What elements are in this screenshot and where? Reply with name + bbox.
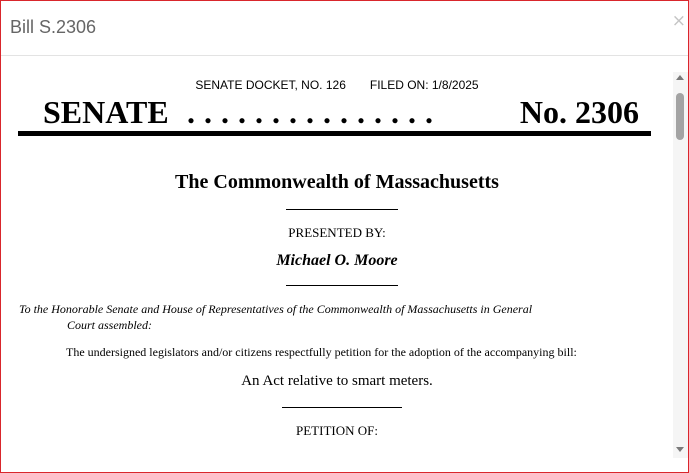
scroll-up-arrow-icon[interactable] <box>676 75 684 80</box>
docket-row <box>1 78 673 92</box>
bill-heading <box>19 94 651 130</box>
bill-number: No. 2306 <box>519 94 639 130</box>
modal-title: Bill S.2306 <box>10 17 97 37</box>
petition-text: The undersigned legislators and/or citizens respectfully petition for the adoption of the accompanying bill: <box>66 345 577 359</box>
heading-dots: ............... <box>187 94 442 130</box>
scrollbar-thumb[interactable] <box>676 93 684 140</box>
address-line: Court assembled: <box>67 318 152 332</box>
commonwealth-title: The Commonwealth of Massachusetts <box>175 171 499 193</box>
divider <box>286 285 398 286</box>
bill-document <box>1 56 673 472</box>
divider <box>282 407 402 408</box>
heading-rule <box>18 131 651 136</box>
sponsor-name: Michael O. Moore <box>276 252 398 269</box>
address-text <box>19 301 619 333</box>
close-icon[interactable]: × <box>671 11 686 31</box>
chamber-label: SENATE <box>43 94 169 130</box>
act-title: An Act relative to smart meters. <box>241 373 433 389</box>
divider <box>286 209 398 210</box>
scroll-down-arrow-icon[interactable] <box>676 447 684 452</box>
address-line: To the Honorable Senate and House of Representatives of the Commonwealth of Massachusetts in General <box>19 302 533 316</box>
presented-by-label: PRESENTED BY: <box>288 225 386 240</box>
modal-header <box>1 1 688 56</box>
petition-of-label: PETITION OF: <box>296 423 378 438</box>
filed-date: FILED ON: 1/8/2025 <box>369 78 479 92</box>
docket-number: SENATE DOCKET, NO. 126 <box>195 78 346 92</box>
